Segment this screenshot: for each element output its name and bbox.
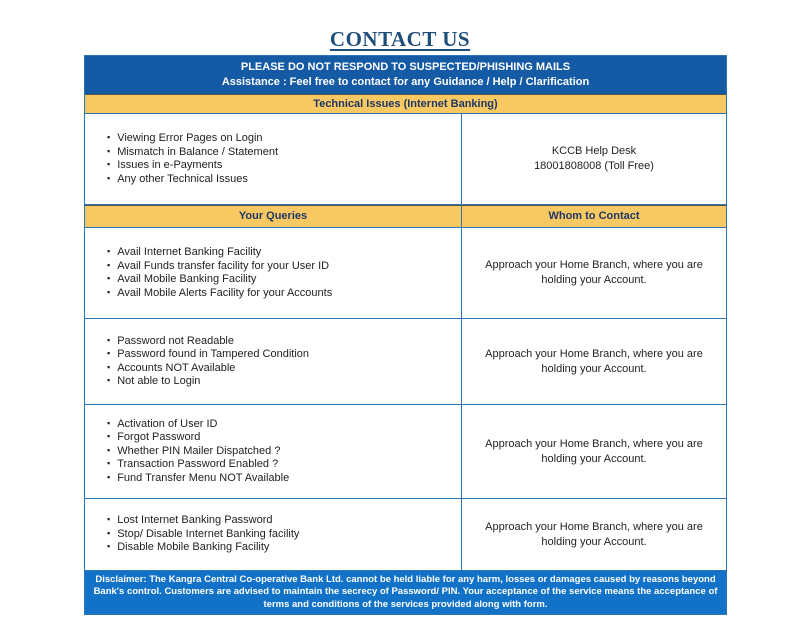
list-item: ▪ Activation of User ID bbox=[107, 418, 289, 432]
table-row-password-issues bbox=[85, 319, 726, 405]
list-item: ▪ Disable Mobile Banking Facility bbox=[107, 541, 299, 555]
table-row-activation-issues bbox=[85, 405, 726, 499]
queries-cell bbox=[85, 405, 462, 498]
table-row-technical-issues bbox=[85, 114, 726, 205]
phishing-warning-line: PLEASE DO NOT RESPOND TO SUSPECTED/PHISHING MAILS bbox=[240, 61, 571, 73]
queries-cell bbox=[85, 319, 462, 404]
disclaimer-bar: Disclaimer: The Kangra Central Co-operative Bank Ltd. cannot be held liable for any harm, losses or damages caused by reasons beyond Bank's control. Customers are advised to maintain the secrecy of Password/ PIN. Your acceptance of the service means the acceptance of terms and conditions of the services provided along with form. bbox=[85, 571, 726, 614]
queries-list bbox=[107, 418, 289, 486]
list-item: ▪ Lost Internet Banking Password bbox=[107, 514, 299, 528]
list-item: ▪ Not able to Login bbox=[107, 375, 309, 389]
section-header-technical-issues: Technical Issues (Internet Banking) bbox=[85, 94, 726, 114]
helpdesk-phone: 18001808008 (Toll Free) bbox=[534, 160, 654, 172]
contact-instruction: Approach your Home Branch, where you are holding your Account. bbox=[485, 347, 703, 375]
list-item: ▪ Avail Mobile Alerts Facility for your Accounts bbox=[107, 287, 332, 301]
contact-table bbox=[84, 55, 727, 615]
table-row-lost-disable bbox=[85, 499, 726, 571]
list-item: ▪ Password not Readable bbox=[107, 335, 309, 349]
column-header-contact: Whom to Contact bbox=[548, 210, 640, 222]
queries-cell bbox=[85, 228, 462, 318]
column-header-queries-cell bbox=[85, 206, 462, 227]
list-item: ▪ Password found in Tampered Condition bbox=[107, 348, 309, 362]
table-row-avail-facilities bbox=[85, 228, 726, 319]
page-title: CONTACT US bbox=[329, 27, 471, 51]
list-item: ▪ Whether PIN Mailer Dispatched ? bbox=[107, 445, 289, 459]
contact-cell bbox=[462, 405, 726, 498]
list-item: ▪ Viewing Error Pages on Login bbox=[107, 132, 278, 146]
list-item: ▪ Forgot Password bbox=[107, 431, 289, 445]
contact-instruction: Approach your Home Branch, where you are holding your Account. bbox=[485, 520, 703, 548]
queries-list bbox=[107, 335, 309, 389]
list-item: ▪ Accounts NOT Available bbox=[107, 362, 309, 376]
contact-instruction: Approach your Home Branch, where you are holding your Account. bbox=[485, 437, 703, 465]
contact-cell bbox=[462, 319, 726, 404]
column-header-queries: Your Queries bbox=[238, 210, 308, 222]
contact-cell bbox=[462, 114, 726, 204]
queries-list bbox=[107, 246, 332, 300]
queries-cell bbox=[85, 499, 462, 570]
assistance-line: Assistance : Feel free to contact for any Guidance / Help / Clarification bbox=[221, 76, 590, 88]
list-item: ▪ Stop/ Disable Internet Banking facility bbox=[107, 528, 299, 542]
list-item: ▪ Any other Technical Issues bbox=[107, 173, 278, 187]
contact-cell bbox=[462, 499, 726, 570]
queries-list bbox=[107, 514, 299, 555]
phishing-warning-banner bbox=[85, 56, 726, 94]
list-item: ▪ Mismatch in Balance / Statement bbox=[107, 146, 278, 160]
helpdesk-name: KCCB Help Desk bbox=[551, 145, 637, 157]
column-header-contact-cell bbox=[462, 206, 726, 227]
queries-cell bbox=[85, 114, 462, 204]
contact-instruction: Approach your Home Branch, where you are holding your Account. bbox=[485, 259, 703, 286]
list-item: ▪ Avail Funds transfer facility for your User ID bbox=[107, 260, 332, 274]
list-item: ▪ Avail Internet Banking Facility bbox=[107, 246, 332, 260]
queries-list bbox=[107, 132, 278, 186]
list-item: ▪ Transaction Password Enabled ? bbox=[107, 458, 289, 472]
list-item: ▪ Avail Mobile Banking Facility bbox=[107, 273, 332, 287]
list-item: ▪ Issues in e-Payments bbox=[107, 159, 278, 173]
list-item: ▪ Fund Transfer Menu NOT Available bbox=[107, 472, 289, 486]
column-header-row bbox=[85, 205, 726, 228]
contact-cell bbox=[462, 228, 726, 318]
